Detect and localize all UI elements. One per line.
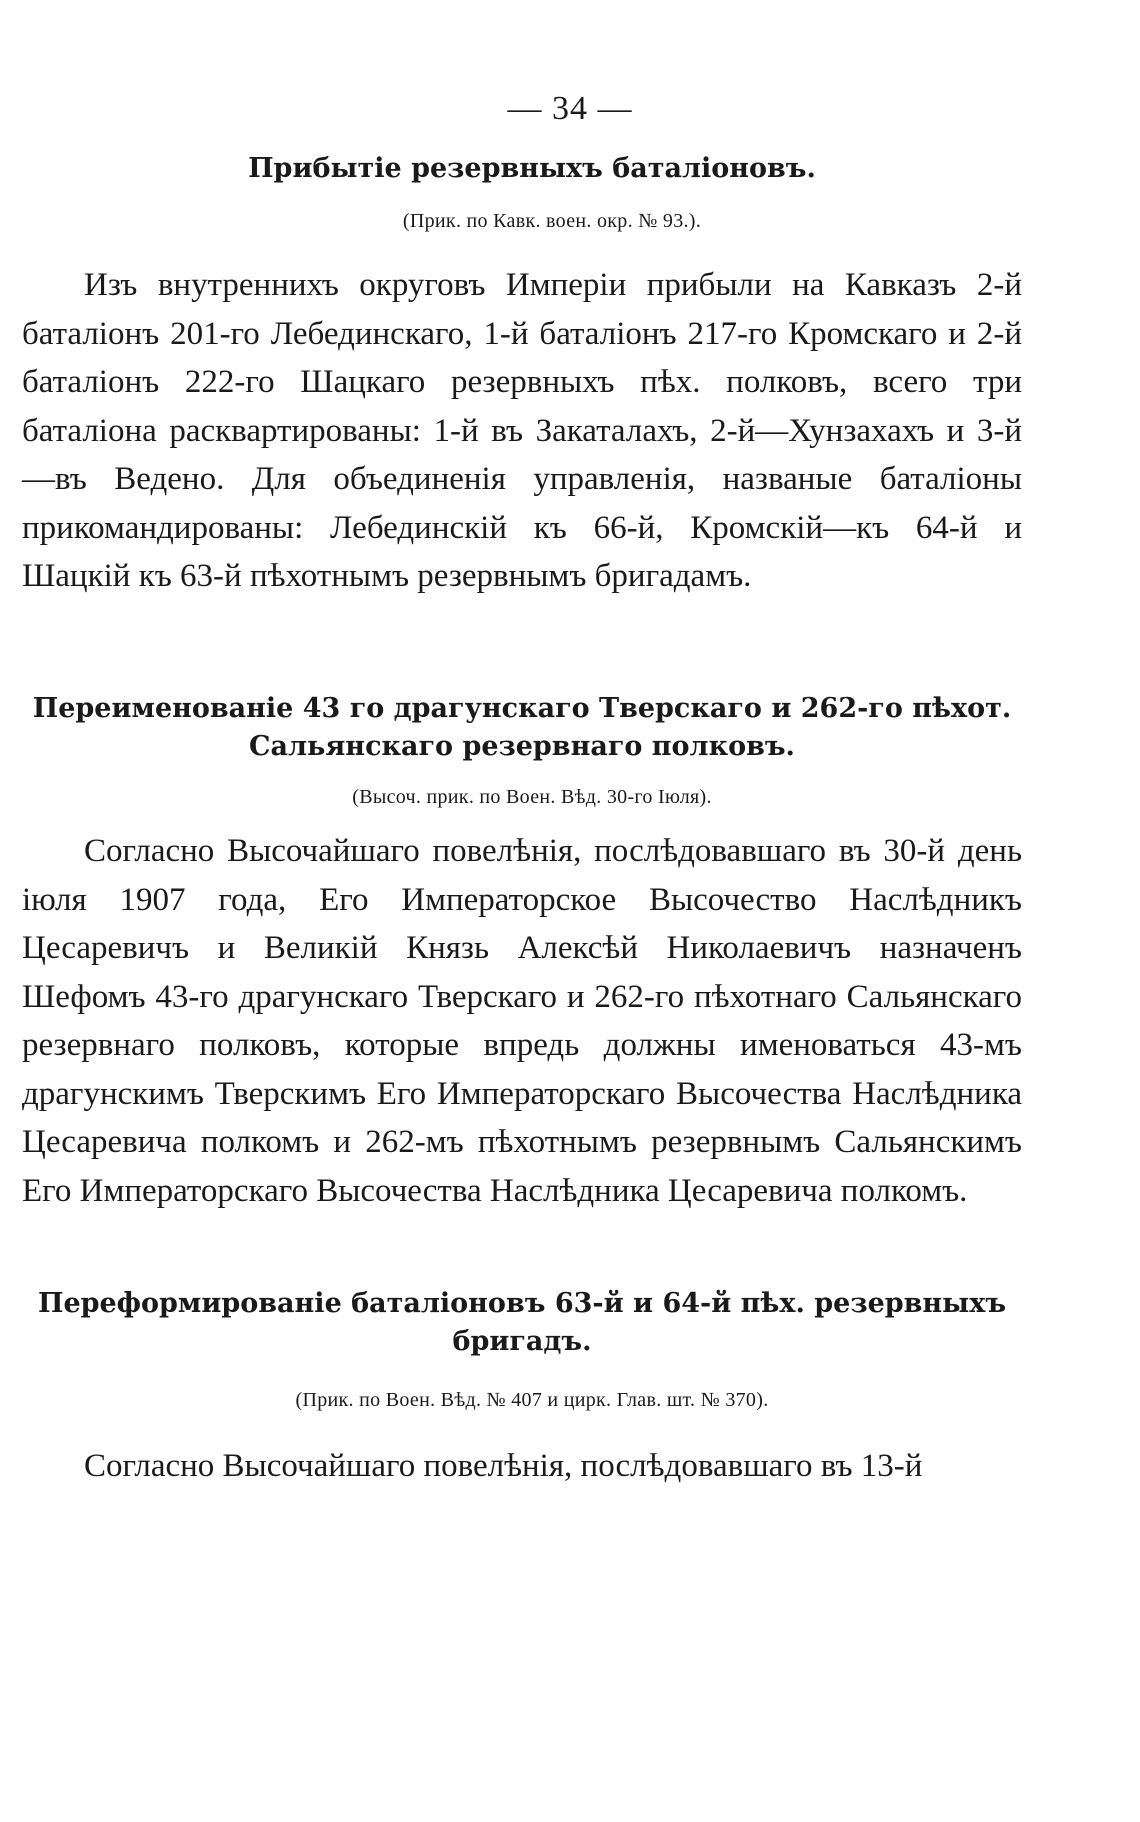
section-heading: Прибытіе резервныхъ баталіоновъ. [248, 153, 816, 184]
section-heading-line-2: бригадъ. [452, 1326, 592, 1357]
section-paragraph: Согласно Высочайшаго повелѣнія, послѣдовавшаго въ 13-й [84, 1448, 923, 1484]
section-reference: (Прик. по Кавк. воен. окр. № 93.). [402, 210, 702, 232]
section-paragraph: Изъ внутреннихъ округовъ Имперіи прибыли на Кавказъ 2-й баталіонъ 201-го Лебединскаго, 1-й баталіонъ 217-го Кромскаго и 2-й баталіонъ 222-го Шацкаго резервныхъ пѣх. полковъ, всего три баталіона расквартированы: 1-й въ Закаталахъ, 2-й—Хунзахахъ и 3-й—въ Ведено. Для объединенія управленія, названые баталіоны прикомандированы: Лебединскій къ 66-й, Кромскій—къ 64-й и Шацкій къ 63-й пѣхотнымъ резервнымъ бригадамъ. [22, 267, 1022, 594]
section-heading-line-1: Переформированіе баталіоновъ 63-й и 64-й пѣх. резервныхъ [37, 1288, 1007, 1319]
section-paragraph: Согласно Высочайшаго повелѣнія, послѣдовавшаго въ 30-й день іюля 1907 года, Его Императорское Высочество Наслѣдникъ Цесаревичъ и Великій Князь Алексѣй Николаевичъ назначенъ Шефомъ 43-го драгунскаго Тверскаго и 262-го пѣхотнаго Сальянскаго резервнаго полковъ, которые впредь должны именоваться 43-мъ драгунскимъ Тверскимъ Его Императорскаго Высочества Наслѣдника Цесаревича полкомъ и 262-мъ пѣхотнымъ резервнымъ Сальянскимъ Его Императорскаго Высочества Наслѣдника Цесаревича полкомъ. [22, 833, 1022, 1209]
section-reference: (Прик. по Воен. Вѣд. № 407 и цирк. Глав. шт. № 370). [295, 1389, 769, 1411]
page-number: — 34 — [507, 90, 633, 127]
section-reformation-battalions [22, 1285, 1022, 1491]
section-heading-line-2: Сальянскаго резервнаго полковъ. [249, 731, 795, 762]
section-reference: (Высоч. прик. по Воен. Вѣд. 30-го Іюля). [352, 786, 712, 808]
section-renaming-regiments [22, 690, 1022, 1215]
section-arrival-reserve-battalions [22, 150, 1022, 601]
section-heading-line-1: Переименованіе 43 го драгунскаго Тверскаго и 262-го пѣхот. [32, 693, 1012, 724]
